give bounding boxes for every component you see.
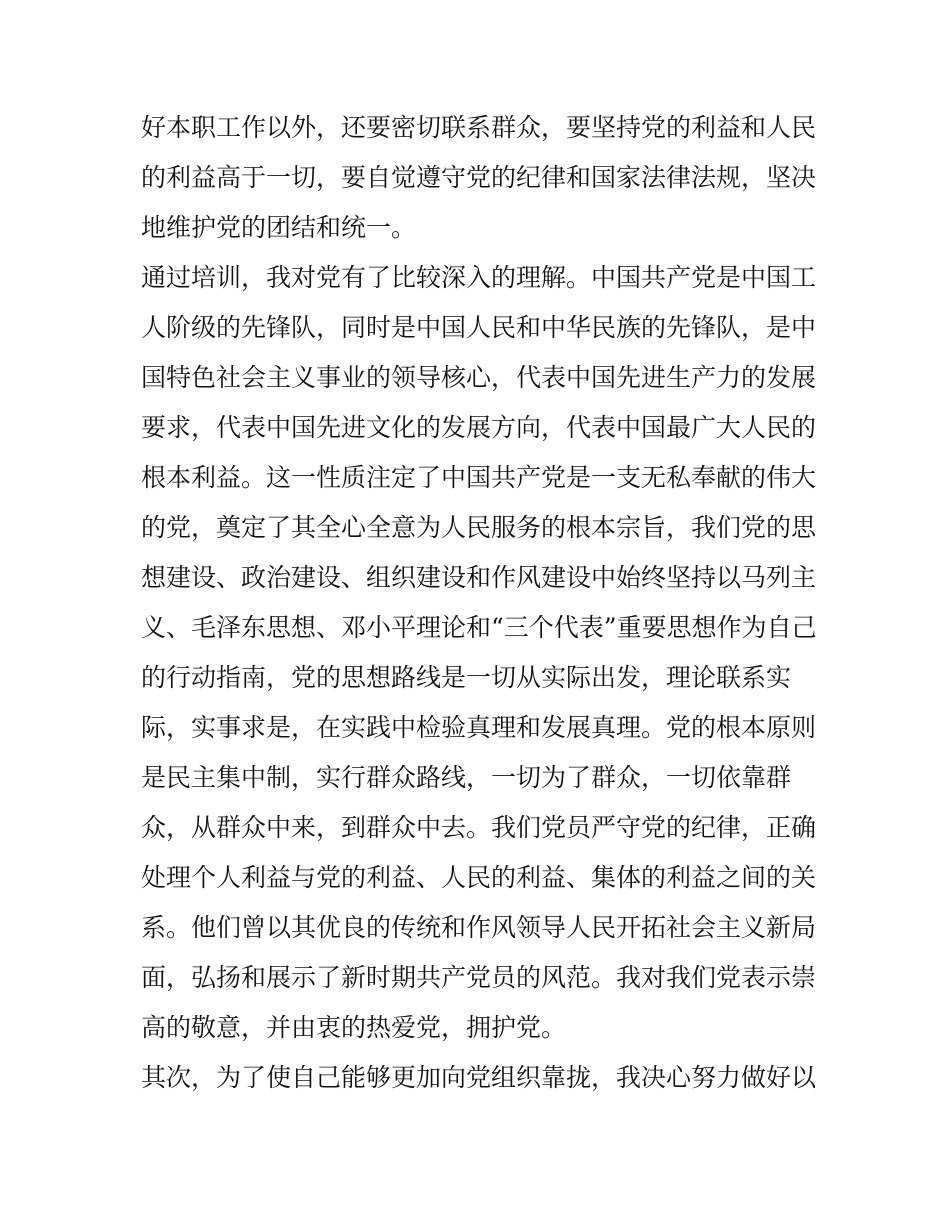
text-line: 际，实事求是，在实践中检验真理和发展真理。党的根本原则 <box>141 713 817 742</box>
text-line: 的利益高于一切，要自觉遵守党的纪律和国家法律法规，坚决 <box>141 163 817 192</box>
text-line: 的行动指南，党的思想路线是一切从实际出发，理论联系实 <box>141 663 792 692</box>
text-line: 众，从群众中来，到群众中去。我们党员严守党的纪律，正确 <box>141 813 817 842</box>
text-line: 地维护党的团结和统一。 <box>141 213 417 242</box>
text-line: 系。他们曾以其优良的传统和作风领导人民开拓社会主义新局 <box>141 913 817 942</box>
text-line: 好本职工作以外，还要密切联系群众，要坚持党的利益和人民 <box>141 113 817 142</box>
document-body <box>141 103 821 1103</box>
text-line: 根本利益。这一性质注定了中国共产党是一支无私奉献的伟大 <box>141 463 817 492</box>
text-line: 人阶级的先锋队，同时是中国人民和中华民族的先锋队，是中 <box>141 313 817 342</box>
text-line: 义、毛泽东思想、邓小平理论和“三个代表”重要思想作为自己 <box>141 613 817 642</box>
text-line: 国特色社会主义事业的领导核心，代表中国先进生产力的发展 <box>141 363 817 392</box>
text-line: 其次，为了使自己能够更加向党组织靠拢，我决心努力做好以 <box>141 1063 817 1092</box>
text-line: 要求，代表中国先进文化的发展方向，代表中国最广大人民的 <box>141 413 817 442</box>
text-line: 高的敬意，并由衷的热爱党，拥护党。 <box>141 1013 567 1042</box>
text-line: 是民主集中制，实行群众路线，一切为了群众，一切依靠群 <box>141 763 792 792</box>
text-line: 的党，奠定了其全心全意为人民服务的根本宗旨，我们党的思 <box>141 513 817 542</box>
text-line: 想建设、政治建设、组织建设和作风建设中始终坚持以马列主 <box>141 563 817 592</box>
text-line: 面，弘扬和展示了新时期共产党员的风范。我对我们党表示崇 <box>141 963 817 992</box>
text-line: 通过培训，我对党有了比较深入的理解。中国共产党是中国工 <box>141 263 817 292</box>
text-line: 处理个人利益与党的利益、人民的利益、集体的利益之间的关 <box>141 863 817 892</box>
